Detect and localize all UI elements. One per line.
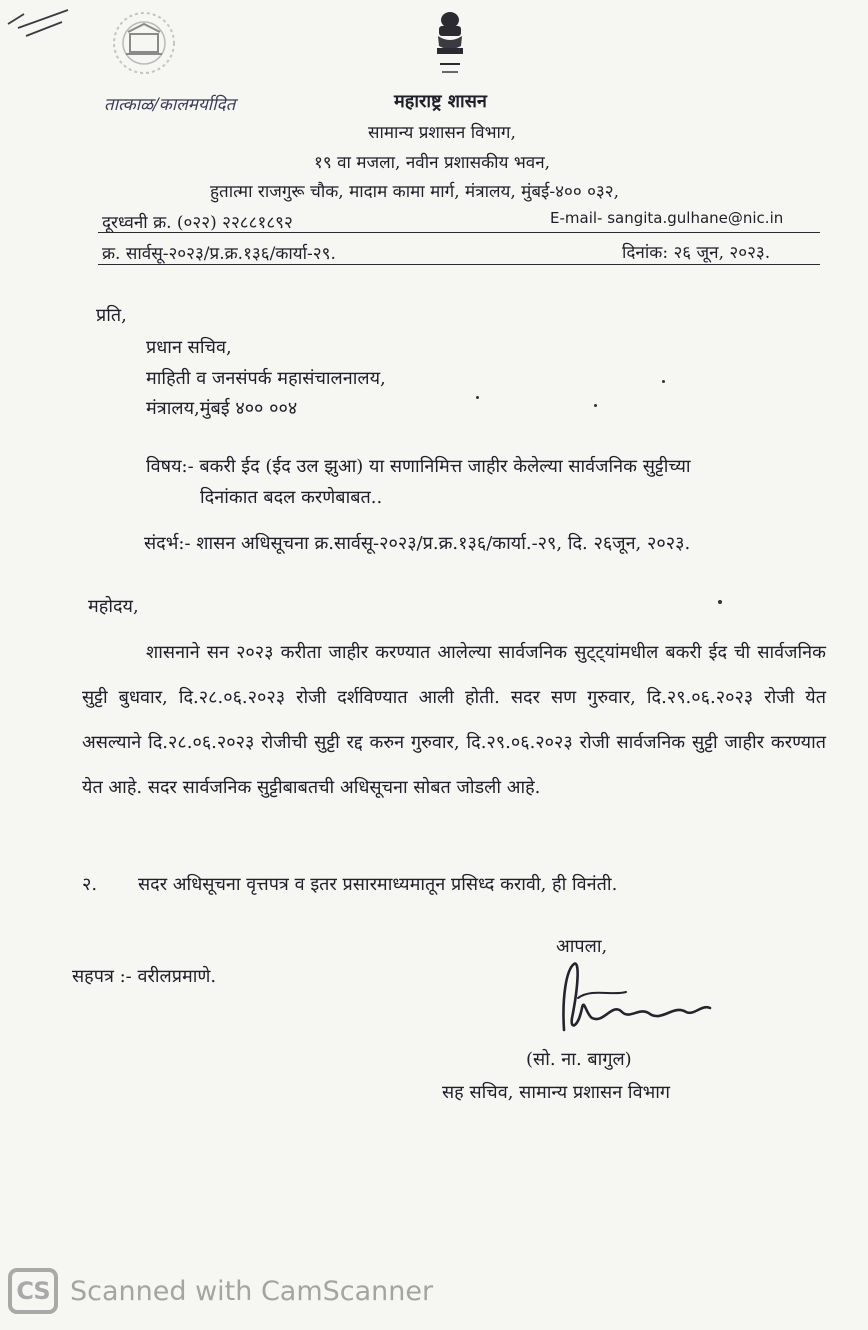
signatory-designation: सह सचिव, सामान्य प्रशासन विभाग xyxy=(442,1082,671,1103)
priority-tag: तात्काळ/कालमर्यादित xyxy=(104,95,236,115)
handwritten-signature xyxy=(552,958,722,1044)
recipient-line-3: मंत्रालय,मुंबई ४०० ००४ xyxy=(146,398,298,419)
office-seal-icon xyxy=(106,8,182,78)
reference-line: संदर्भ:- शासन अधिसूचना क्र.सार्वसू-२०२३/प्र.क्र.१३६/कार्या.-२९, दि. २६जून, २०२३. xyxy=(144,533,691,554)
camscanner-watermark xyxy=(8,1268,433,1314)
header-rule-bottom xyxy=(98,264,820,265)
enclosure-note: सहपत्र :- वरीलप्रमाणे. xyxy=(72,966,217,987)
email-address: E-mail- sangita.gulhane@nic.in xyxy=(550,209,784,227)
subject-line-1: विषय:- बकरी ईद (ईद उल झुआ) या सणानिमित्त जाहीर केलेल्या सार्वजनिक सुट्टीच्या xyxy=(146,456,691,477)
closing: आपला, xyxy=(556,936,608,957)
recipient-to: प्रति, xyxy=(96,305,127,326)
scan-speck xyxy=(662,380,665,383)
body-paragraph-2: सदर अधिसूचना वृत्तपत्र व इतर प्रसारमाध्यमातून प्रसिध्द करावी, ही विनंती. xyxy=(138,874,618,895)
recipient-line-1: प्रधान सचिव, xyxy=(146,337,232,358)
camscanner-logo-icon: CS xyxy=(8,1268,58,1314)
scan-speck xyxy=(594,404,597,407)
reference-number: क्र. सार्वसू-२०२३/प्र.क्र.१३६/कार्या-२९. xyxy=(102,244,336,264)
scan-speck xyxy=(476,396,479,399)
phone-number: दूरध्वनी क्र. (०२२) २२८८१८९२ xyxy=(102,213,293,233)
header-rule-top xyxy=(98,232,820,233)
camscanner-text: Scanned with CamScanner xyxy=(70,1275,434,1307)
paragraph-2-number: २. xyxy=(82,874,98,895)
scan-speck xyxy=(718,600,722,604)
salutation: महोदय, xyxy=(88,596,139,617)
address-line-1: १९ वा मजला, नवीन प्रशासकीय भवन, xyxy=(314,153,551,173)
pen-mark xyxy=(4,4,74,44)
address-line-2: हुतात्मा राजगुरू चौक, मादाम कामा मार्ग, मंत्रालय, मुंबई-४०० ०३२, xyxy=(210,182,619,202)
government-title: महाराष्ट्र शासन xyxy=(394,91,487,112)
subject-line-2: दिनांकात बदल करणेबाबत.. xyxy=(200,487,383,508)
signatory-name: (सो. ना. बागुल) xyxy=(526,1049,632,1070)
letter-date: दिनांक: २६ जून, २०२३. xyxy=(622,243,771,263)
body-paragraph-1: शासनाने सन २०२३ करीता जाहीर करण्यात आलेल्या सार्वजनिक सुट्ट्यांमधील बकरी ईद ची सार्वजनिक सुट्टी बुधवार, दि.२८.०६.२०२३ रोजी दर्शविण्यात आली होती. सदर सण गुरुवार, दि.२९.०६.२०२३ रोजी येत असल्याने दि.२८.०६.२०२३ रोजीची सुट्टी रद्द करुन गुरुवार, दि.२९.०६.२०२३ रोजी सार्वजनिक सुट्टी जाहीर करण्यात येत आहे. सदर सार्वजनिक सुट्टीबाबतची अधिसूचना सोबत जोडली आहे. xyxy=(82,642,826,798)
recipient-line-2: माहिती व जनसंपर्क महासंचालनालय, xyxy=(146,368,386,389)
ashoka-emblem-icon xyxy=(430,6,470,78)
department-name: सामान्य प्रशासन विभाग, xyxy=(368,123,516,143)
